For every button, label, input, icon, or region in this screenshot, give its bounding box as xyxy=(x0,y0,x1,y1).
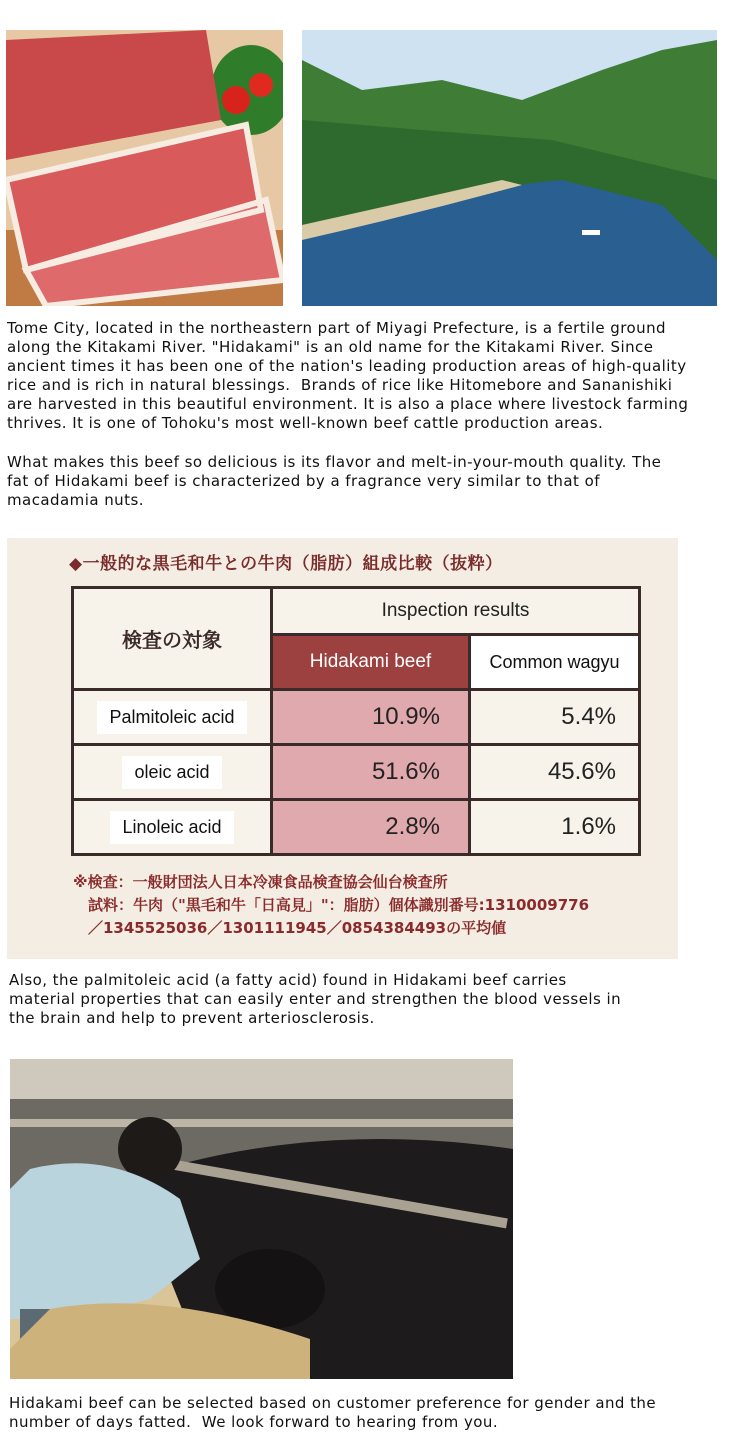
palmitoleic-paragraph: Also, the palmitoleic acid (a fatty acid) found in Hidakami beef carries material properties that can easily enter and strengthen the blood vessels in the brain and help to prevent arteriosclerosis. xyxy=(9,971,622,1027)
common-value: 5.4% xyxy=(470,690,640,745)
common-column-header: Common wagyu xyxy=(470,635,640,690)
composition-comparison-table xyxy=(7,538,678,959)
row-label: Palmitoleic acid xyxy=(97,701,246,734)
comparison-heading: ◆一般的な黒毛和牛との牛肉（脂肪）組成比較（抜粋） xyxy=(69,554,503,574)
farmer-feeding-cattle-image xyxy=(10,1059,513,1379)
hidakami-value: 10.9% xyxy=(272,690,470,745)
common-value: 1.6% xyxy=(470,800,640,855)
beef-photo xyxy=(6,30,283,306)
subject-header: 検査の対象 xyxy=(73,588,272,690)
hidakami-value: 2.8% xyxy=(272,800,470,855)
comparison-grid xyxy=(71,586,641,856)
row-label: Linoleic acid xyxy=(110,811,233,844)
table-row xyxy=(73,800,640,855)
table-row xyxy=(73,745,640,800)
river-valley-image xyxy=(302,30,717,306)
hidakami-value: 51.6% xyxy=(272,745,470,800)
river-photo xyxy=(302,30,717,306)
inspection-note-line-1: ※検査：一般財団法人日本冷凍食品検査協会仙台検査所 xyxy=(73,873,448,891)
beef-slices-image xyxy=(6,30,283,306)
row-label: oleic acid xyxy=(122,756,221,789)
intro-paragraph-2: What makes this beef so delicious is its flavor and melt-in-your-mouth quality. The fat of Hidakami beef is characterized by a fragrance very similar to that of macadamia nuts. xyxy=(7,453,662,509)
closing-paragraph: Hidakami beef can be selected based on customer preference for gender and the number of days fatted. We look forward to hearing from you. xyxy=(9,1394,657,1431)
inspection-note-line-2: 試料：牛肉（"黒毛和牛「日高見」"：脂肪）個体識別番号:1310009776 xyxy=(73,896,590,914)
common-value: 45.6% xyxy=(470,745,640,800)
results-header: Inspection results xyxy=(272,588,640,635)
table-row xyxy=(73,690,640,745)
hidakami-column-header: Hidakami beef xyxy=(272,635,470,690)
barn-photo xyxy=(10,1059,513,1379)
intro-paragraph-1: Tome City, located in the northeastern part of Miyagi Prefecture, is a fertile ground along the Kitakami River. "Hidakami" is an old name for the Kitakami River. Since ancient times it has been one of the nation's leading production areas of high-quality rice and is rich in natural blessings. Brands of rice like Hitomebore and Sananishiki are harvested in this beautiful environment. It is also a place where livestock farming thrives. It is one of Tohoku's most well-known beef cattle production areas. xyxy=(7,319,689,432)
inspection-note-line-3: ／1345525036／1301111945／0854384493の平均値 xyxy=(73,919,507,937)
